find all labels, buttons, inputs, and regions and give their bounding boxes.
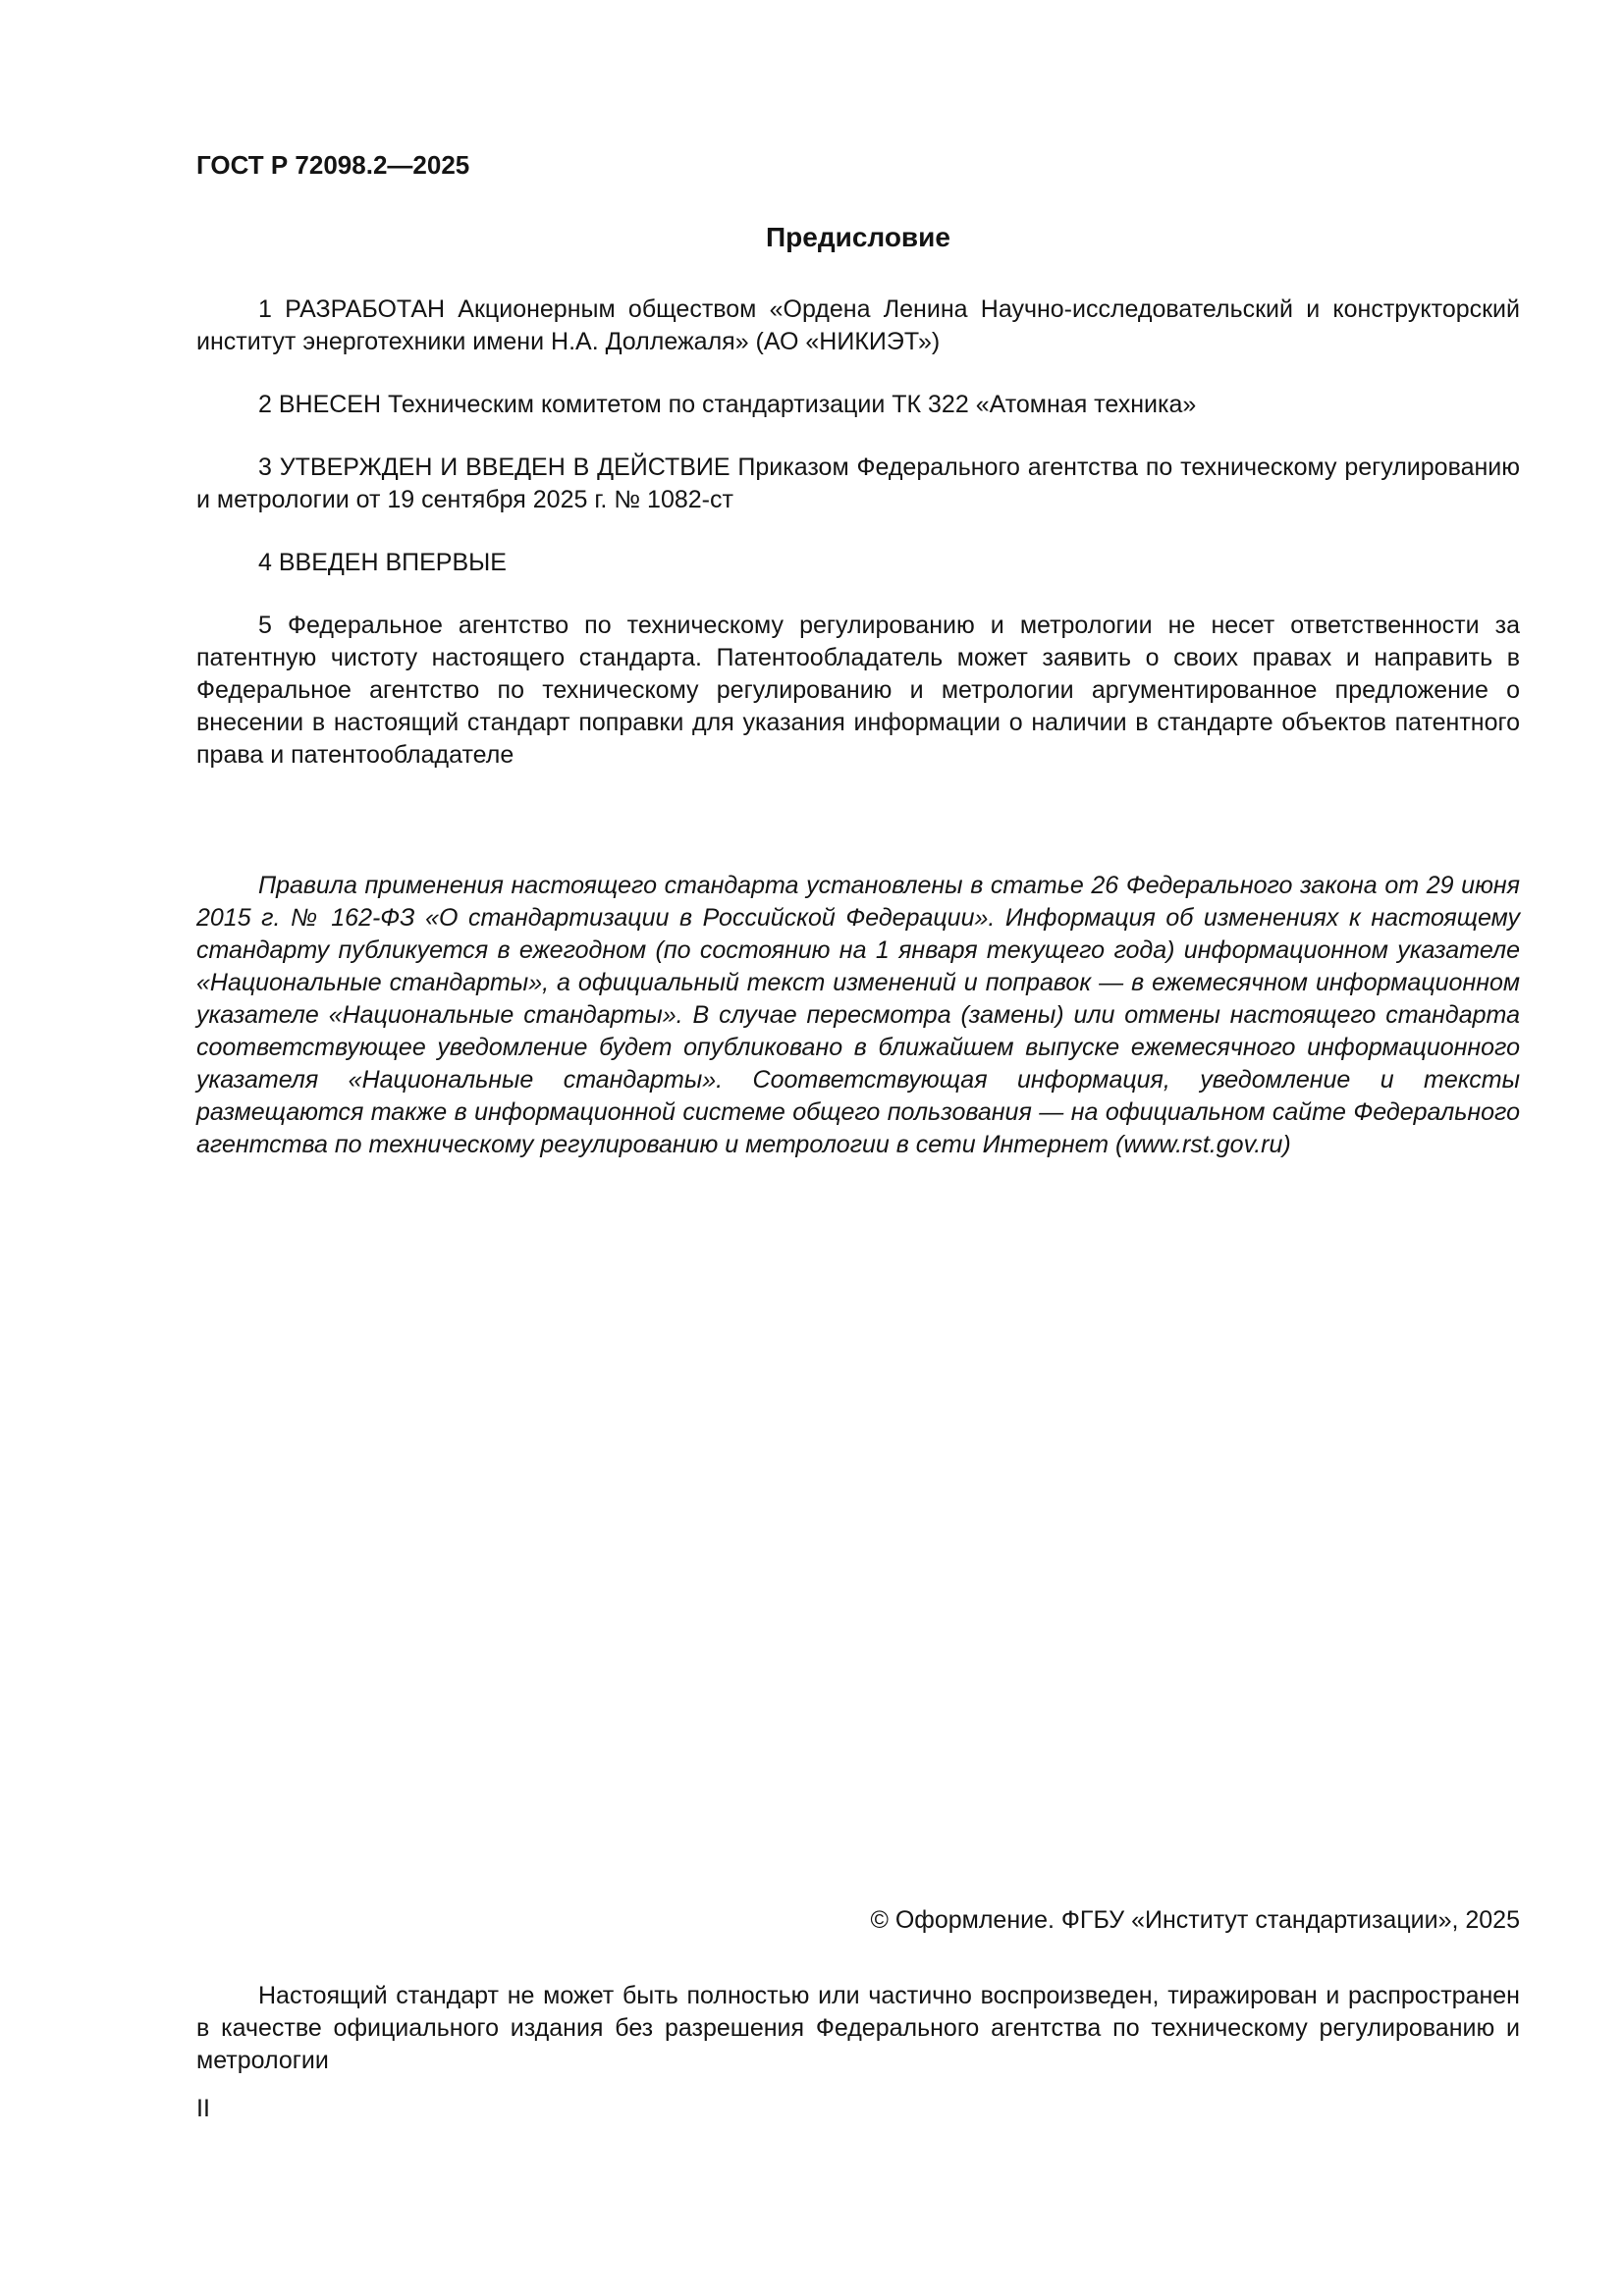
page-title: Предисловие xyxy=(766,222,950,252)
reproduction-restriction-note: Настоящий стандарт не может быть полностью или частично воспроизведен, тиражирован и распространен в качестве официального издания без разрешения Федерального агентства по техническому регулированию и метрологии xyxy=(196,1982,1520,2074)
preface-item-2: 2 ВНЕСЕН Техническим комитетом по стандартизации ТК 322 «Атомная техника» xyxy=(258,391,1197,418)
page-footer-block xyxy=(196,1904,1520,2125)
page-content xyxy=(196,149,1520,1161)
preface-item-5: 5 Федеральное агентство по техническому регулированию и метрологии не несет ответственности за патентную чистоту настоящего стандарта. Патентообладатель может заявить о своих правах и направить в Федеральное агентство по техническому регулированию и метрологии аргументированное предложение о внесении в настоящий стандарт поправки для указания информации о наличии в стандарте объектов патентного права и патентообладателе xyxy=(196,612,1520,769)
copyright-line: © Оформление. ФГБУ «Институт стандартизации», 2025 xyxy=(870,1906,1520,1934)
preface-item-3: 3 УТВЕРЖДЕН И ВВЕДЕН В ДЕЙСТВИЕ Приказом Федерального агентства по техническому регулированию и метрологии от 19 сентября 2025 г. № 1082-ст xyxy=(196,454,1520,513)
page-number: II xyxy=(196,2095,210,2122)
preface-item-4: 4 ВВЕДЕН ВПЕРВЫЕ xyxy=(258,549,507,576)
preface-item-1: 1 РАЗРАБОТАН Акционерным обществом «Ордена Ленина Научно-исследовательский и конструкторский институт энерготехники имени Н.А. Доллежаля» (АО «НИКИЭТ») xyxy=(196,295,1520,355)
application-rules-note: Правила применения настоящего стандарта установлены в статье 26 Федерального закона от 29 июня 2015 г. № 162-ФЗ «О стандартизации в Российской Федерации». Информация об изменениях к настоящему стандарту публикуется в ежегодном (по состоянию на 1 января текущего года) информационном указателе «Национальные стандарты», а официальный текст изменений и поправок — в ежемесячном информационном указателе «Национальные стандарты». В случае пересмотра (замены) или отмены настоящего стандарта соответствующее уведомление будет опубликовано в ближайшем выпуске ежемесячного информационного указателя «Национальные стандарты». Соответствующая информация, уведомление и тексты размещаются также в информационной системе общего пользования — на официальном сайте Федерального агентства по техническому регулированию и метрологии в сети Интернет (www.rst.gov.ru) xyxy=(196,872,1520,1158)
doc-designation: ГОСТ Р 72098.2—2025 xyxy=(196,150,470,180)
